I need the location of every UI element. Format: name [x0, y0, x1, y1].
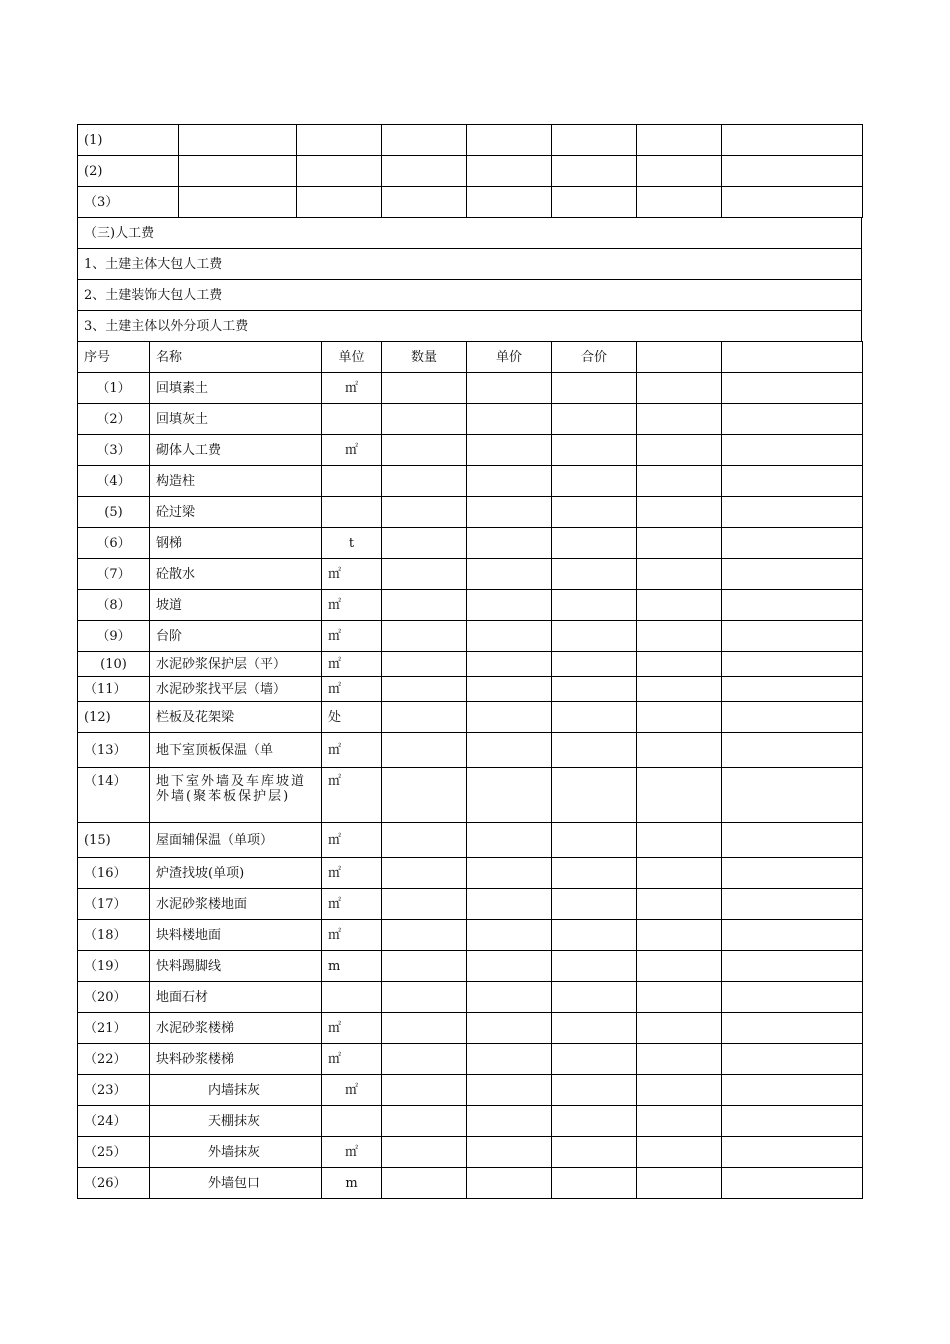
- table-row: [78, 823, 863, 858]
- item-name: 栏板及花架梁: [150, 702, 322, 733]
- item-total: [552, 1044, 637, 1075]
- blank-cell: [637, 1137, 722, 1168]
- blank-cell: [722, 823, 863, 858]
- item-unit: m: [322, 1168, 382, 1199]
- row-number: (12): [78, 702, 150, 733]
- item-total: [552, 404, 637, 435]
- table-row: [78, 889, 863, 920]
- item-unit-price: [467, 621, 552, 652]
- item-total: [552, 982, 637, 1013]
- item-unit-price: [467, 1013, 552, 1044]
- section-heading-labor: （三)人工费: [78, 218, 862, 249]
- item-quantity: [382, 858, 467, 889]
- table-row: [78, 677, 863, 702]
- item-unit: ㎡: [322, 677, 382, 702]
- item-name: 块料砂浆楼梯: [150, 1044, 322, 1075]
- blank-cell: [637, 920, 722, 951]
- item-unit: ㎡: [322, 1137, 382, 1168]
- item-unit: ㎡: [322, 768, 382, 823]
- item-unit: ㎡: [322, 920, 382, 951]
- item-unit-price: [467, 1075, 552, 1106]
- item-total: [552, 497, 637, 528]
- row-number: （19）: [78, 951, 150, 982]
- item-quantity: [382, 435, 467, 466]
- item-quantity: [382, 677, 467, 702]
- item-total: [552, 951, 637, 982]
- blank-cell: [722, 858, 863, 889]
- row-number: （7）: [78, 559, 150, 590]
- item-name: 屋面辅保温（单项）: [150, 823, 322, 858]
- blank-cell: [637, 652, 722, 677]
- blank-cell: [722, 1106, 863, 1137]
- item-name: 砌体人工费: [150, 435, 322, 466]
- header-total: 合价: [552, 342, 637, 373]
- item-total: [552, 528, 637, 559]
- item-unit: ㎡: [322, 652, 382, 677]
- row-number: （1）: [78, 373, 150, 404]
- item-quantity: [382, 823, 467, 858]
- cost-sheet: [77, 124, 862, 1199]
- item-quantity: [382, 1013, 467, 1044]
- table-row: [78, 559, 863, 590]
- item-name: 回填灰土: [150, 404, 322, 435]
- item-unit: m: [322, 951, 382, 982]
- item-name: 天棚抹灰: [150, 1106, 322, 1137]
- item-total: [552, 1013, 637, 1044]
- item-name: 炉渣找坡(单项): [150, 858, 322, 889]
- item-total: [552, 1168, 637, 1199]
- item-unit: ㎡: [322, 889, 382, 920]
- row-number: (1): [78, 125, 179, 156]
- item-quantity: [382, 590, 467, 621]
- row-number: (2): [78, 156, 179, 187]
- blank-cell: [637, 373, 722, 404]
- blank-cell: [637, 1044, 722, 1075]
- blank-cell: [722, 559, 863, 590]
- blank-cell: [637, 404, 722, 435]
- item-total: [552, 920, 637, 951]
- item-total: [552, 652, 637, 677]
- blank-cell: [637, 1013, 722, 1044]
- item-name: 坡道: [150, 590, 322, 621]
- table-row: [78, 733, 863, 768]
- blank-cell: [637, 497, 722, 528]
- blank-cell: [722, 920, 863, 951]
- item-unit-price: [467, 920, 552, 951]
- item-name: 钢梯: [150, 528, 322, 559]
- table-row: [78, 1137, 863, 1168]
- item-quantity: [382, 466, 467, 497]
- table-row: [78, 187, 863, 218]
- table-row: [78, 497, 863, 528]
- item-quantity: [382, 1106, 467, 1137]
- header-unit: 单位: [322, 342, 382, 373]
- table-row: [78, 702, 863, 733]
- header-row: [78, 342, 863, 373]
- blank-cell: [637, 889, 722, 920]
- blank-cell: [722, 889, 863, 920]
- section-item-3: 3、土建主体以外分项人工费: [78, 311, 862, 342]
- row-number: (15): [78, 823, 150, 858]
- row-number: （8）: [78, 590, 150, 621]
- item-unit-price: [467, 497, 552, 528]
- item-unit: [322, 466, 382, 497]
- item-quantity: [382, 982, 467, 1013]
- table-row: [78, 528, 863, 559]
- blank-cell: [637, 858, 722, 889]
- blank-cell: [637, 677, 722, 702]
- item-total: [552, 435, 637, 466]
- blank-cell: [722, 590, 863, 621]
- item-quantity: [382, 1137, 467, 1168]
- section-item-1: 1、土建主体大包人工费: [78, 249, 862, 280]
- item-unit-price: [467, 1106, 552, 1137]
- item-name: 外墙包口: [150, 1168, 322, 1199]
- item-total: [552, 559, 637, 590]
- blank-cell: [637, 559, 722, 590]
- item-unit-price: [467, 858, 552, 889]
- row-number: （6）: [78, 528, 150, 559]
- blank-cell: [722, 435, 863, 466]
- item-total: [552, 768, 637, 823]
- item-unit: [322, 497, 382, 528]
- item-quantity: [382, 702, 467, 733]
- table-row: [78, 466, 863, 497]
- item-total: [552, 889, 637, 920]
- table-row: [78, 920, 863, 951]
- item-unit-price: [467, 1137, 552, 1168]
- item-unit: ㎡: [322, 559, 382, 590]
- blank-cell: [637, 466, 722, 497]
- table-row: [78, 768, 863, 823]
- row-number: （4）: [78, 466, 150, 497]
- item-total: [552, 373, 637, 404]
- blank-cell: [722, 677, 863, 702]
- top-table: [77, 124, 863, 218]
- item-name: 砼过梁: [150, 497, 322, 528]
- item-total: [552, 677, 637, 702]
- item-unit-price: [467, 652, 552, 677]
- table-row: [78, 590, 863, 621]
- item-unit-price: [467, 768, 552, 823]
- item-total: [552, 466, 637, 497]
- item-name: 台阶: [150, 621, 322, 652]
- item-name: 水泥砂浆楼梯: [150, 1013, 322, 1044]
- table-row: [78, 156, 863, 187]
- item-unit-price: [467, 590, 552, 621]
- item-total: [552, 621, 637, 652]
- blank-cell: [637, 590, 722, 621]
- blank-cell: [722, 373, 863, 404]
- row-number: （9）: [78, 621, 150, 652]
- item-total: [552, 823, 637, 858]
- blank-cell: [722, 951, 863, 982]
- blank-cell: [722, 528, 863, 559]
- blank-cell: [637, 733, 722, 768]
- row-number: （11）: [78, 677, 150, 702]
- item-total: [552, 858, 637, 889]
- blank-cell: [637, 528, 722, 559]
- blank-cell: [722, 702, 863, 733]
- labor-items-table: [77, 341, 863, 1199]
- item-unit: ㎡: [322, 823, 382, 858]
- row-number: （22）: [78, 1044, 150, 1075]
- blank-cell: [722, 621, 863, 652]
- item-unit: ㎡: [322, 1044, 382, 1075]
- blank-cell: [637, 982, 722, 1013]
- item-quantity: [382, 951, 467, 982]
- item-total: [552, 590, 637, 621]
- row-number: （25）: [78, 1137, 150, 1168]
- row-number: （23）: [78, 1075, 150, 1106]
- row-number: （3）: [78, 435, 150, 466]
- header-name: 名称: [150, 342, 322, 373]
- item-unit: ㎡: [322, 435, 382, 466]
- header-qty: 数量: [382, 342, 467, 373]
- table-row: [78, 1168, 863, 1199]
- row-number: （24）: [78, 1106, 150, 1137]
- item-unit: t: [322, 528, 382, 559]
- item-name: 快料踢脚线: [150, 951, 322, 982]
- item-quantity: [382, 373, 467, 404]
- item-name: 地下室外墙及车库坡道外墙(聚苯板保护层): [150, 768, 322, 823]
- table-row: [78, 404, 863, 435]
- blank-cell: [722, 1044, 863, 1075]
- blank-cell: [722, 497, 863, 528]
- row-number: （26）: [78, 1168, 150, 1199]
- item-unit-price: [467, 677, 552, 702]
- blank-cell: [722, 733, 863, 768]
- item-unit: [322, 982, 382, 1013]
- item-total: [552, 1137, 637, 1168]
- blank-cell: [637, 768, 722, 823]
- table-row: [78, 858, 863, 889]
- row-number: (5): [78, 497, 150, 528]
- item-total: [552, 702, 637, 733]
- item-unit-price: [467, 559, 552, 590]
- item-unit: [322, 1106, 382, 1137]
- blank-cell: [722, 982, 863, 1013]
- item-unit-price: [467, 951, 552, 982]
- item-unit: 处: [322, 702, 382, 733]
- table-row: [78, 1013, 863, 1044]
- table-row: [78, 1044, 863, 1075]
- item-name: 水泥砂浆找平层（墙）: [150, 677, 322, 702]
- table-row: [78, 1075, 863, 1106]
- item-unit-price: [467, 823, 552, 858]
- item-quantity: [382, 497, 467, 528]
- item-unit-price: [467, 982, 552, 1013]
- item-quantity: [382, 621, 467, 652]
- item-name: 外墙抹灰: [150, 1137, 322, 1168]
- item-unit: ㎡: [322, 1075, 382, 1106]
- item-total: [552, 1075, 637, 1106]
- item-quantity: [382, 920, 467, 951]
- item-unit: ㎡: [322, 733, 382, 768]
- table-row: [78, 435, 863, 466]
- item-name: 内墙抹灰: [150, 1075, 322, 1106]
- item-unit-price: [467, 1044, 552, 1075]
- item-quantity: [382, 768, 467, 823]
- item-unit: ㎡: [322, 621, 382, 652]
- table-row: [78, 621, 863, 652]
- item-unit-price: [467, 889, 552, 920]
- item-quantity: [382, 1168, 467, 1199]
- item-name: 块料楼地面: [150, 920, 322, 951]
- item-unit: ㎡: [322, 858, 382, 889]
- blank-cell: [637, 951, 722, 982]
- item-name: 地下室顶板保温（单: [150, 733, 322, 768]
- blank-cell: [637, 823, 722, 858]
- blank-cell: [637, 435, 722, 466]
- blank-cell: [722, 652, 863, 677]
- header-no: 序号: [78, 342, 150, 373]
- row-number: （18）: [78, 920, 150, 951]
- blank-cell: [722, 1137, 863, 1168]
- item-unit-price: [467, 373, 552, 404]
- item-unit-price: [467, 1168, 552, 1199]
- row-number: (10): [78, 652, 150, 677]
- table-row: [78, 373, 863, 404]
- blank-cell: [637, 621, 722, 652]
- blank-cell: [722, 1013, 863, 1044]
- blank-cell: [722, 1075, 863, 1106]
- blank-cell: [637, 1075, 722, 1106]
- row-number: （3）: [78, 187, 179, 218]
- item-quantity: [382, 559, 467, 590]
- item-unit-price: [467, 702, 552, 733]
- blank-cell: [722, 768, 863, 823]
- item-unit-price: [467, 528, 552, 559]
- row-number: （16）: [78, 858, 150, 889]
- blank-cell: [637, 1168, 722, 1199]
- table-row: [78, 951, 863, 982]
- item-unit: ㎡: [322, 373, 382, 404]
- item-unit-price: [467, 733, 552, 768]
- item-quantity: [382, 1075, 467, 1106]
- row-number: （14）: [78, 768, 150, 823]
- blank-cell: [722, 1168, 863, 1199]
- item-quantity: [382, 404, 467, 435]
- blank-cell: [722, 466, 863, 497]
- item-name: 地面石材: [150, 982, 322, 1013]
- item-name: 水泥砂浆楼地面: [150, 889, 322, 920]
- item-name: 回填素土: [150, 373, 322, 404]
- row-number: （13）: [78, 733, 150, 768]
- table-row: [78, 652, 863, 677]
- header-price: 单价: [467, 342, 552, 373]
- item-name: 水泥砂浆保护层（平）: [150, 652, 322, 677]
- row-number: （17）: [78, 889, 150, 920]
- item-unit-price: [467, 404, 552, 435]
- table-row: [78, 125, 863, 156]
- section-table: [77, 217, 862, 342]
- section-item-2: 2、土建装饰大包人工费: [78, 280, 862, 311]
- item-quantity: [382, 1044, 467, 1075]
- item-total: [552, 733, 637, 768]
- item-quantity: [382, 652, 467, 677]
- item-unit: ㎡: [322, 590, 382, 621]
- item-quantity: [382, 528, 467, 559]
- item-total: [552, 1106, 637, 1137]
- item-quantity: [382, 733, 467, 768]
- row-number: （2）: [78, 404, 150, 435]
- item-unit-price: [467, 466, 552, 497]
- item-name: 构造柱: [150, 466, 322, 497]
- blank-cell: [722, 404, 863, 435]
- blank-cell: [637, 702, 722, 733]
- item-unit-price: [467, 435, 552, 466]
- table-row: [78, 1106, 863, 1137]
- blank-cell: [637, 1106, 722, 1137]
- item-unit: ㎡: [322, 1013, 382, 1044]
- row-number: （20）: [78, 982, 150, 1013]
- row-number: （21）: [78, 1013, 150, 1044]
- item-unit: [322, 404, 382, 435]
- table-row: [78, 982, 863, 1013]
- item-name: 砼散水: [150, 559, 322, 590]
- item-quantity: [382, 889, 467, 920]
